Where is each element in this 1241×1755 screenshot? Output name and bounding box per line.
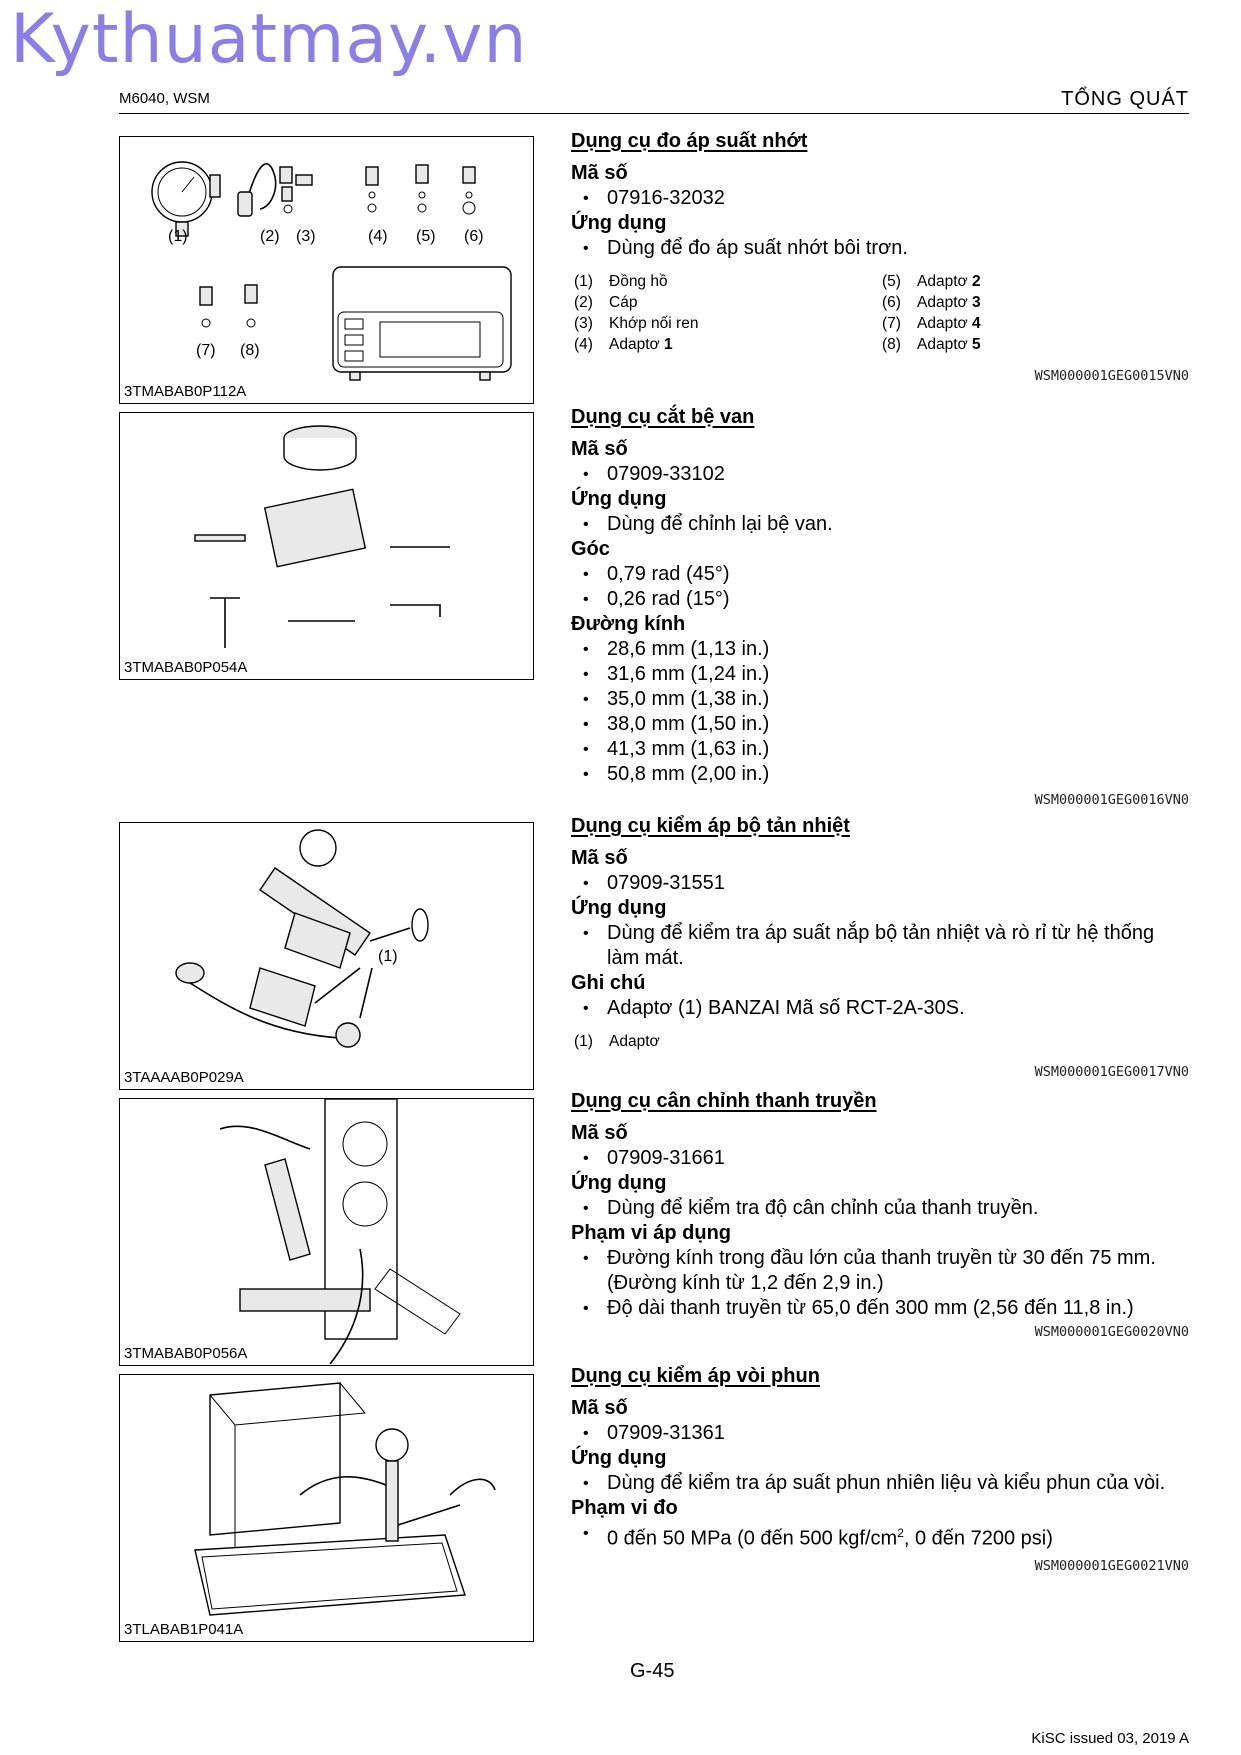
figure-label-2: (2) bbox=[260, 228, 280, 245]
figure-label-5: (5) bbox=[416, 228, 436, 245]
figure-label-1: (1) bbox=[378, 948, 398, 965]
figure-code: 3TMABAB0P054A bbox=[124, 659, 248, 676]
section-title: Dụng cụ kiểm áp vòi phun bbox=[571, 1365, 820, 1387]
part-item: (7) Adaptơ 4 bbox=[882, 315, 981, 332]
figure-radiator-tester bbox=[119, 822, 534, 1090]
part-item: (4) Adaptơ 1 bbox=[574, 336, 673, 353]
reference-code: WSM000001GEG0020VN0 bbox=[1034, 1324, 1189, 1340]
rod-alignment-illustration bbox=[120, 1099, 532, 1364]
page-number: G-45 bbox=[630, 1660, 675, 1682]
section-radiator-tester bbox=[571, 815, 1191, 1055]
figure-label-3: (3) bbox=[296, 228, 316, 245]
note-value: • Adaptơ (1) BANZAI Mã số RCT-2A-30S. bbox=[571, 996, 1191, 1021]
figure-code: 3TMABAB0P112A bbox=[124, 383, 247, 400]
figure-label-7: (7) bbox=[196, 342, 216, 359]
diameter-value: • 35,0 mm (1,38 in.) bbox=[571, 687, 1191, 712]
figure-nozzle-tester bbox=[119, 1374, 534, 1642]
application-value: • Dùng để chỉnh lại bệ van. bbox=[571, 512, 1191, 537]
figure-code: 3TAAAAB0P029A bbox=[124, 1069, 244, 1086]
section-rod-alignment-tool bbox=[571, 1090, 1191, 1321]
range-label: Phạm vi áp dụng bbox=[571, 1222, 732, 1244]
reference-code: WSM000001GEG0015VN0 bbox=[1034, 368, 1189, 384]
section-title: Dụng cụ cắt bệ van bbox=[571, 406, 755, 428]
application-label: Ứng dụng bbox=[571, 212, 667, 234]
diameter-value: • 38,0 mm (1,50 in.) bbox=[571, 712, 1191, 737]
figure-code: 3TLABAB1P041A bbox=[124, 1621, 244, 1638]
diameter-value: • 31,6 mm (1,24 in.) bbox=[571, 662, 1191, 687]
code-label: Mã số bbox=[571, 847, 628, 869]
code-label: Mã số bbox=[571, 438, 628, 460]
code-value: • 07909-31661 bbox=[571, 1146, 1191, 1171]
diameter-value: • 41,3 mm (1,63 in.) bbox=[571, 737, 1191, 762]
header-model: M6040, WSM bbox=[119, 90, 210, 107]
figure-label-8: (8) bbox=[240, 342, 260, 359]
section-title: Dụng cụ kiểm áp bộ tản nhiệt bbox=[571, 815, 850, 837]
application-label: Ứng dụng bbox=[571, 488, 667, 510]
range-value: • Độ dài thanh truyền từ 65,0 đến 300 mm (2,56 đến 11,8 in.) bbox=[571, 1296, 1191, 1321]
header-chapter: TỔNG QUÁT bbox=[1061, 88, 1189, 110]
figure-valve-seat-cutter bbox=[119, 412, 534, 680]
part-item: (8) Adaptơ 5 bbox=[882, 336, 981, 353]
section-valve-seat-cutter bbox=[571, 406, 1191, 787]
parts-legend bbox=[571, 1031, 1191, 1055]
figure-rod-alignment-tool bbox=[119, 1098, 534, 1366]
part-item: (5) Adaptơ 2 bbox=[882, 273, 981, 290]
part-item: (6) Adaptơ 3 bbox=[882, 294, 981, 311]
valve-seat-cutter-illustration bbox=[120, 413, 532, 678]
figure-label-1: (1) bbox=[168, 228, 188, 245]
diameter-value: • 50,8 mm (2,00 in.) bbox=[571, 762, 1191, 787]
code-value: • 07909-31361 bbox=[571, 1421, 1191, 1446]
footer-issue: KiSC issued 03, 2019 A bbox=[1031, 1730, 1189, 1747]
application-value: • Dùng để kiểm tra độ cân chỉnh của thanh truyền. bbox=[571, 1196, 1191, 1221]
section-oil-pressure-tester bbox=[571, 130, 1191, 355]
code-value: • 07916-32032 bbox=[571, 186, 1191, 211]
oil-pressure-tester-illustration bbox=[120, 137, 532, 402]
code-label: Mã số bbox=[571, 162, 628, 184]
measurement-label: Phạm vi đo bbox=[571, 1497, 678, 1519]
section-nozzle-tester bbox=[571, 1365, 1191, 1552]
diameter-value: • 28,6 mm (1,13 in.) bbox=[571, 637, 1191, 662]
application-label: Ứng dụng bbox=[571, 1447, 667, 1469]
parts-legend bbox=[571, 271, 1191, 355]
application-value: • Dùng để kiểm tra áp suất phun nhiên liệu và kiểu phun của vòi. bbox=[571, 1471, 1191, 1496]
figure-label-6: (6) bbox=[464, 228, 484, 245]
application-value: • Dùng để đo áp suất nhớt bôi trơn. bbox=[571, 236, 1191, 261]
figure-oil-pressure-tester bbox=[119, 136, 534, 404]
section-title: Dụng cụ cân chỉnh thanh truyền bbox=[571, 1090, 877, 1112]
radiator-tester-illustration bbox=[120, 823, 532, 1088]
part-item: (3) Khớp nối ren bbox=[574, 315, 699, 332]
header-rule bbox=[119, 113, 1189, 114]
note-label: Ghi chú bbox=[571, 972, 646, 994]
angle-label: Góc bbox=[571, 538, 610, 560]
nozzle-tester-illustration bbox=[120, 1375, 532, 1640]
section-title: Dụng cụ đo áp suất nhớt bbox=[571, 130, 808, 152]
angle-value: • 0,79 rad (45°) bbox=[571, 562, 1191, 587]
reference-code: WSM000001GEG0021VN0 bbox=[1034, 1558, 1189, 1574]
measurement-value: • 0 đến 50 MPa (0 đến 500 kgf/$cm^2$, 0 đến 7200 psi) bbox=[571, 1521, 1191, 1552]
application-label: Ứng dụng bbox=[571, 1172, 667, 1194]
figure-label-4: (4) bbox=[368, 228, 388, 245]
code-label: Mã số bbox=[571, 1397, 628, 1419]
diameter-label: Đường kính bbox=[571, 613, 686, 635]
code-value: • 07909-31551 bbox=[571, 871, 1191, 896]
reference-code: WSM000001GEG0017VN0 bbox=[1034, 1064, 1189, 1080]
part-item: (1) Adaptơ bbox=[574, 1033, 660, 1050]
code-label: Mã số bbox=[571, 1122, 628, 1144]
application-value: • Dùng để kiểm tra áp suất nắp bộ tản nhiệt và rò rỉ từ hệ thống làm mát. bbox=[571, 921, 1191, 971]
watermark: Kythuatmay.vn bbox=[10, 0, 528, 79]
part-item: (1) Đồng hồ bbox=[574, 273, 668, 290]
range-value: • Đường kính trong đầu lớn của thanh truyền từ 30 đến 75 mm. (Đường kính từ 1,2 đến 2,9 in.) bbox=[571, 1246, 1191, 1296]
figure-code: 3TMABAB0P056A bbox=[124, 1345, 248, 1362]
angle-value: • 0,26 rad (15°) bbox=[571, 587, 1191, 612]
code-value: • 07909-33102 bbox=[571, 462, 1191, 487]
reference-code: WSM000001GEG0016VN0 bbox=[1034, 792, 1189, 808]
part-item: (2) Cáp bbox=[574, 294, 638, 311]
application-label: Ứng dụng bbox=[571, 897, 667, 919]
